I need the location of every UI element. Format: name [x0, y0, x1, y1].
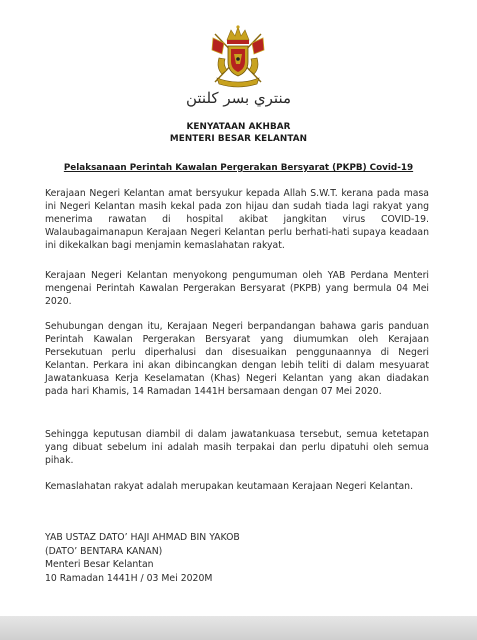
signatory-name: YAB USTAZ DATO’ HAJI AHMAD BIN YAKOB: [45, 532, 240, 543]
page-bottom-edge: [0, 616, 477, 640]
kelantan-crest-logo: [207, 24, 269, 90]
paragraph-1: Kerajaan Negeri Kelantan amat bersyukur kepada Allah S.W.T. kerana pada masa ini Negeri Kelantan masih kekal pada zon hijau dan sudah tiada lagi rakyat yang menerima rawatan di hospital akibat jangkitan virus COVID-19. Walaubagaimanapun Kerajaan Negeri Kelantan perlu berhati-hati supaya keadaan ini dikekalkan bagi menjamin kemaslahatan rakyat.: [45, 188, 429, 251]
paragraph-2: Kerajaan Negeri Kelantan menyokong pengumuman oleh YAB Perdana Menteri mengenai Perintah Kawalan Pergerakan Bersyarat (PKPB) yang bermula 04 Mei 2020.: [45, 270, 429, 307]
release-date: 10 Ramadan 1441H / 03 Mei 2020M: [45, 572, 213, 584]
signature-block: [45, 531, 240, 585]
office-heading: MENTERI BESAR KELANTAN: [169, 134, 308, 144]
paragraph-4: Sehingga keputusan diambil di dalam jawatankuasa tersebut, semua ketetapan yang dibuat sebelum ini adalah masih terpakai dan perlu dipatuhi oleh semua pihak.: [45, 429, 429, 466]
jawi-office-title: منتري بسر كلنتن: [185, 89, 292, 107]
document-subject: Pelaksanaan Perintah Kawalan Pergerakan Bersyarat (PKPB) Covid-19: [63, 163, 414, 173]
paragraph-5: Kemaslahatan rakyat adalah merupakan keutamaan Kerajaan Negeri Kelantan.: [45, 481, 414, 492]
signatory-title: (DATO’ BENTARA KANAN): [45, 545, 163, 557]
paragraph-3: Sehubungan dengan itu, Kerajaan Negeri berpandangan bahawa garis panduan Perintah Kawalan Pergerakan Bersyarat yang diumumkan oleh Kerajaan Persekutuan perlu diperhalusi dan disesuaikan penggunaannya di Negeri Kelantan. Perkara ini akan dibincangkan dengan lebih teliti di dalam mesyuarat Jawatankuasa Kerja Keselamatan (Khas) Negeri Kelantan yang akan diadakan pada hari Khamis, 14 Ramadan 1441H bersamaan dengan 07 Mei 2020.: [45, 321, 429, 397]
press-release-heading: KENYATAAN AKHBAR: [186, 122, 291, 132]
signatory-position: Menteri Besar Kelantan: [45, 559, 154, 570]
